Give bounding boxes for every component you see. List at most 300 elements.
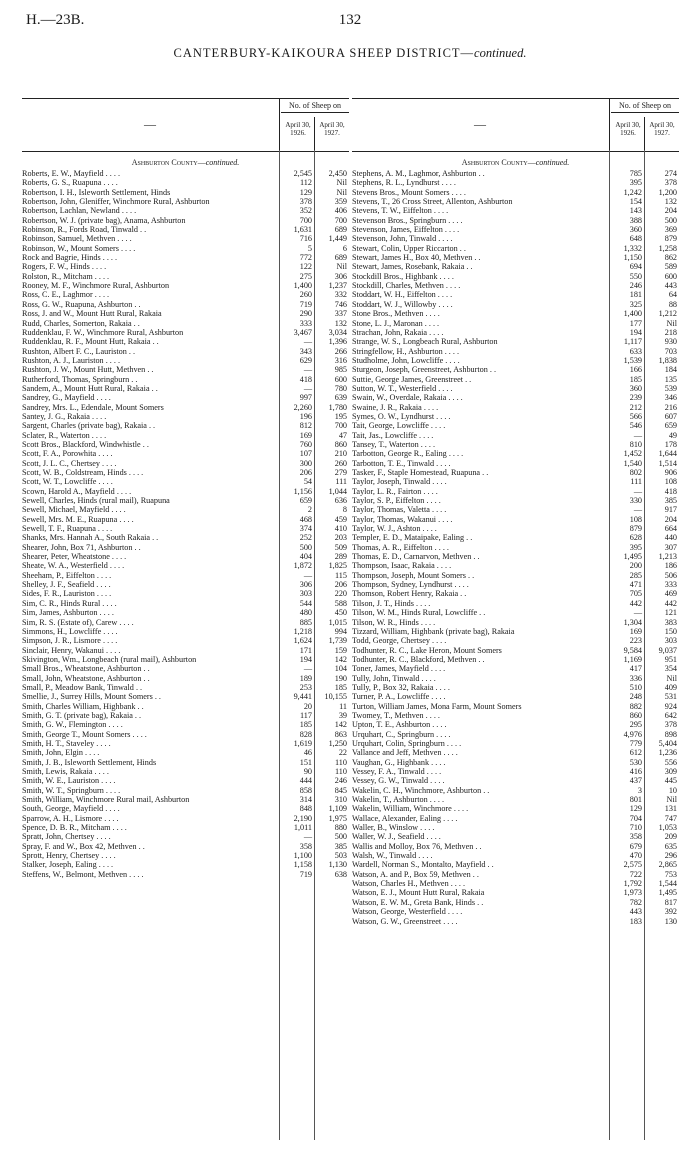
- sheep-1926: 252: [299, 533, 312, 543]
- owner-name: Tilson, W. R., Hinds . . . .: [352, 617, 436, 627]
- owner-name: Ross, J. and W., Mount Hutt Rural, Rakaia: [22, 309, 162, 319]
- owner-name: Smith, G. T. (private bag), Rakaia . .: [22, 710, 142, 720]
- table-row: [22, 655, 349, 664]
- table-row: [22, 178, 349, 187]
- table-row: [352, 431, 679, 440]
- owner-name: Roberts, G. S., Ruapuna . . . .: [22, 178, 118, 188]
- sheep-1927: 310: [334, 795, 347, 805]
- owner-name: Smith, George T., Mount Somers . . . .: [22, 729, 147, 739]
- sheep-1927: 906: [664, 468, 677, 477]
- table-row: [352, 356, 679, 365]
- sheep-1927: 184: [664, 365, 677, 375]
- sheep-1926: 418: [299, 374, 312, 384]
- owner-name: Sparrow, A. H., Lismore . . . .: [22, 813, 119, 823]
- owner-name: Studholme, John, Lowcliffe . . . .: [352, 355, 460, 365]
- sheep-1926: 848: [299, 804, 312, 814]
- sheep-1926: 404: [299, 552, 312, 562]
- sheep-1927: 216: [664, 402, 677, 412]
- owner-name: Watson, George, Westerfield . . . .: [352, 907, 463, 917]
- table-row: [352, 347, 679, 356]
- owner-name: Tully, P., Box 32, Rakaia . . . .: [352, 682, 450, 692]
- sheep-1927: 689: [334, 225, 347, 235]
- table-row: [352, 720, 679, 729]
- table-row: [22, 561, 349, 570]
- sheep-1927: 994: [334, 626, 347, 636]
- owner-name: Sewell, Michael, Mayfield . . . .: [22, 505, 126, 515]
- sheep-1926: 416: [629, 767, 642, 776]
- table-row: [352, 393, 679, 402]
- sheep-1926: 181: [629, 290, 642, 300]
- table-row: [22, 309, 349, 318]
- owner-name: Tully, John, Tinwald . . . .: [352, 673, 436, 683]
- sheep-1926: 629: [299, 355, 312, 365]
- owner-name: Tait, George, Lowcliffe . . . .: [352, 421, 446, 431]
- sheep-1927: 1,130: [328, 860, 347, 870]
- table-row: [352, 384, 679, 393]
- sheep-1926: 1,011: [293, 823, 312, 833]
- sheep-1927: 178: [664, 439, 677, 449]
- sheep-1926: 1,150: [623, 253, 642, 263]
- owner-name: Rutherford, Thomas, Springburn . .: [22, 374, 138, 384]
- sheep-1926: 802: [629, 468, 642, 477]
- sheep-1926: 679: [629, 841, 642, 851]
- sheep-1926: 2,575: [623, 860, 642, 870]
- sheep-1926: 550: [629, 271, 642, 281]
- sheep-1926: 530: [629, 757, 642, 767]
- sheep-1926: 716: [299, 234, 312, 244]
- owner-name: Thomson, Robert Henry, Rakaia . .: [352, 589, 467, 599]
- sheep-1926: 177: [629, 318, 642, 328]
- table-row: [22, 860, 349, 869]
- table-row: [352, 477, 679, 486]
- sheep-1926: 253: [299, 682, 312, 692]
- sheep-1927: 862: [664, 253, 677, 263]
- owner-name: Taylor, Thomas, Wakanui . . . .: [352, 514, 453, 524]
- sheep-1927: 500: [334, 832, 347, 842]
- owner-name: Ruddenklau, R. F., Mount Hutt, Rakaia . .: [22, 337, 159, 347]
- sheep-1926: 1,539: [623, 355, 642, 365]
- sheep-1927: 10: [668, 785, 677, 795]
- owner-name: Ross, C. E., Laghmor . . . .: [22, 290, 110, 300]
- sheep-1927: 879: [664, 234, 677, 244]
- table-row: [352, 403, 679, 412]
- sheep-1926: 2,260: [293, 402, 312, 412]
- table-row: [22, 702, 349, 711]
- sheep-1927: 49: [668, 430, 677, 440]
- owner-name: Urquhart, C., Springburn . . . .: [352, 729, 451, 739]
- sheep-1927: 985: [334, 365, 347, 375]
- sheep-1926: 360: [629, 225, 642, 235]
- table-row: [22, 356, 349, 365]
- owner-name: Stevenson, James, Eiffelton . . . .: [352, 225, 460, 235]
- sheep-1926: 705: [629, 589, 642, 599]
- sheep-1926: 719: [299, 869, 312, 879]
- sheep-1927: Nil: [336, 262, 347, 272]
- owner-name: Sturgeon, Joseph, Greenstreet, Ashburton . .: [352, 365, 497, 375]
- owner-name: Walsh, W., Tinwald . . . .: [352, 851, 433, 861]
- sheep-1926: 612: [629, 748, 642, 758]
- table-row: [352, 216, 679, 225]
- year-1927-heading: April 30, 1927.: [319, 121, 345, 137]
- sheep-1927: 506: [664, 570, 677, 580]
- sheep-1926: 1,332: [623, 243, 642, 253]
- sheep-1927: 47: [338, 430, 347, 440]
- sheep-1926: —: [633, 608, 642, 618]
- table-row: [352, 711, 679, 720]
- table-row: [22, 851, 349, 860]
- sheep-1926: —: [303, 383, 312, 393]
- owner-name: Rushton, A. J., Lauriston . . . .: [22, 355, 121, 365]
- owner-name: Robinson, W., Mount Somers . . . .: [22, 243, 136, 253]
- owner-name: Wallace, Alexander, Ealing . . . .: [352, 813, 458, 823]
- sheep-1927: 1,396: [328, 337, 347, 347]
- table-row: [22, 711, 349, 720]
- owner-name: Sheate, W. A., Westerfield . . . .: [22, 561, 125, 571]
- owner-name: Sides, F. R., Lauriston . . . .: [22, 589, 112, 599]
- table-row: [22, 664, 349, 673]
- owner-name: Stephens, A. M., Laghmor, Ashburton . .: [352, 169, 485, 178]
- owner-name: Strange, W. S., Longbeach Rural, Ashburton: [352, 337, 498, 347]
- page-title: [0, 46, 700, 61]
- sheep-1927: 10,155: [324, 692, 347, 702]
- owner-name: Turner, P. A., Lowcliffe . . . .: [352, 692, 446, 702]
- owner-name: Watson, Charles H., Methven . . . .: [352, 879, 466, 889]
- owner-name: Sandem, A., Mount Hutt Rural, Rakaia . .: [22, 383, 158, 393]
- owner-name: Rushton, J. W., Mount Hutt, Methven . .: [22, 365, 154, 375]
- table-row: [22, 533, 349, 542]
- owner-name: Stevens, T., 26 Cross Street, Allenton, Ashburton: [352, 197, 513, 207]
- sheep-1927: 539: [664, 383, 677, 393]
- owner-name: Thompson, Isaac, Rakaia . . . .: [352, 561, 452, 571]
- sheep-1927: 1,449: [328, 234, 347, 244]
- sheep-1926: 1,872: [293, 561, 312, 571]
- sheep-1927: 135: [664, 374, 677, 384]
- table-row: [22, 776, 349, 785]
- sheep-1927: 354: [664, 664, 677, 674]
- page-header: [26, 12, 674, 32]
- sheep-1927: 132: [334, 318, 347, 328]
- sheep-1927: 1,644: [658, 449, 677, 459]
- table-row: [352, 188, 679, 197]
- table-row: [22, 253, 349, 262]
- table-row: [352, 253, 679, 262]
- table-row: [352, 870, 679, 879]
- sheep-1926: 1,117: [623, 337, 642, 347]
- sheep-1926: 633: [629, 346, 642, 356]
- sheep-1927: 1,975: [328, 813, 347, 823]
- sheep-1926: 122: [299, 262, 312, 272]
- table-row: [352, 795, 679, 804]
- sheep-1926: 628: [629, 533, 642, 543]
- table-row: [352, 272, 679, 281]
- table-row: [352, 664, 679, 673]
- sheep-1926: 206: [299, 468, 312, 477]
- table-row: [22, 692, 349, 701]
- sheep-1927: 39: [338, 710, 347, 720]
- table-row: [352, 580, 679, 589]
- table-row: [22, 225, 349, 234]
- sheep-1926: 275: [299, 271, 312, 281]
- sheep-1927: 279: [334, 468, 347, 477]
- owner-name: Stevenson Bros., Springburn . . . .: [352, 215, 463, 225]
- sheep-1927: 203: [334, 533, 347, 543]
- table-row: [22, 515, 349, 524]
- sheep-1927: 333: [664, 580, 677, 590]
- table-row: [352, 309, 679, 318]
- sheep-1927: 309: [664, 767, 677, 776]
- sheep-1926: 1,218: [293, 626, 312, 636]
- table-row: [352, 524, 679, 533]
- sheep-1927: 659: [664, 421, 677, 431]
- sheep-1927: 700: [334, 421, 347, 431]
- sheep-1926: 1,973: [623, 888, 642, 898]
- sheep-1926: 395: [629, 178, 642, 188]
- sheep-1927: 266: [334, 346, 347, 356]
- table-row: [352, 169, 679, 178]
- owner-name: Scott, W. T., Lowcliffe . . . .: [22, 477, 113, 487]
- owner-name: Smith, W. T., Springburn . . . .: [22, 785, 121, 795]
- sheep-1926: 1,304: [623, 617, 642, 627]
- sheep-1926: 500: [299, 542, 312, 552]
- owner-name: Taylor, L. R., Fairton . . . .: [352, 486, 438, 496]
- owner-name: Shearer, John, Box 71, Ashburton . .: [22, 542, 141, 552]
- owner-name: Wakelin, C. H., Winchmore, Ashburton . .: [352, 785, 490, 795]
- sheep-1926: 189: [299, 673, 312, 683]
- sheep-1927: 346: [664, 393, 677, 403]
- sheep-1927: 274: [664, 169, 677, 178]
- table-row: [352, 468, 679, 477]
- sheep-1926: 566: [629, 411, 642, 421]
- owner-name: Scott, W. B., Coldstream, Hinds . . . .: [22, 468, 144, 477]
- sheep-1926: 480: [299, 608, 312, 618]
- owner-name: Toner, James, Mayfield . . . .: [352, 664, 446, 674]
- table-row: [352, 692, 679, 701]
- table-row: [22, 244, 349, 253]
- sheep-1926: 1,169: [623, 654, 642, 664]
- section-heading: Ashburton County—continued.: [461, 158, 570, 167]
- left-column-body: [22, 158, 349, 879]
- table-row: [352, 730, 679, 739]
- owner-name: Tilson, J. T., Hinds . . . .: [352, 598, 431, 608]
- owner-name: Scott, F. A., Porowhita . . . .: [22, 449, 113, 459]
- sheep-1926: 20: [303, 701, 312, 711]
- table-row: [352, 655, 679, 664]
- table-row: [352, 178, 679, 187]
- sheep-1926: —: [303, 365, 312, 375]
- sheep-1927: 409: [664, 682, 677, 692]
- sheep-1927: 185: [334, 682, 347, 692]
- sheep-1926: 1,452: [623, 449, 642, 459]
- sheep-1927: 1,258: [658, 243, 677, 253]
- sheep-1926: 151: [299, 757, 312, 767]
- owner-name: Waller, W. J., Seafield . . . .: [352, 832, 441, 842]
- owner-name: Rock and Bagrie, Hinds . . . .: [22, 253, 118, 263]
- sheep-1927: 5,404: [658, 738, 677, 748]
- owner-name: Taylor, W. J., Ashton . . . .: [352, 524, 437, 534]
- table-row: [352, 739, 679, 748]
- owner-name: Tizzard, William, Highbank (private bag), Rakaia: [352, 626, 515, 636]
- sheep-1927: 817: [664, 897, 677, 907]
- sheep-1926: 46: [303, 748, 312, 758]
- sheep-1927: 639: [334, 393, 347, 403]
- table-row: [352, 225, 679, 234]
- sheep-1926: 659: [299, 496, 312, 506]
- owner-name: Stewart, James, Rosebank, Rakaia . .: [352, 262, 473, 272]
- table-row: [352, 262, 679, 271]
- sheep-1926: 212: [629, 402, 642, 412]
- sheep-1927: 142: [334, 720, 347, 730]
- table-row: [352, 375, 679, 384]
- table-row: [352, 440, 679, 449]
- sheep-1926: —: [303, 832, 312, 842]
- sheep-1926: —: [303, 570, 312, 580]
- sheep-1926: 325: [629, 299, 642, 309]
- table-row: [352, 879, 679, 888]
- sheep-1926: 248: [629, 692, 642, 702]
- table-row: [352, 608, 679, 617]
- sheep-1927: 2,450: [328, 169, 347, 178]
- owner-name: Tarbotton, T. E., Tinwald . . . .: [352, 458, 451, 468]
- sheep-1926: 810: [629, 439, 642, 449]
- table-row: [352, 515, 679, 524]
- owner-name: Smith, J. B., Isleworth Settlement, Hinds: [22, 757, 157, 767]
- table-row: [22, 234, 349, 243]
- table-row: [22, 842, 349, 851]
- table-row: [22, 188, 349, 197]
- sheep-1927: 104: [334, 664, 347, 674]
- owner-name: Sargent, Charles (private bag), Rakaia . .: [22, 421, 156, 431]
- owner-name: Vaughan, G., Highbank . . . .: [352, 757, 446, 767]
- sheep-1926: 471: [629, 580, 642, 590]
- owner-name: Simpson, J. R., Lismore . . . .: [22, 636, 118, 646]
- owner-name: Santey, J. G., Rakaia . . . .: [22, 411, 107, 421]
- sheep-1927: 689: [334, 253, 347, 263]
- sheep-1926: 719: [299, 299, 312, 309]
- sheep-1927: 1,053: [658, 823, 677, 833]
- sheep-1926: 704: [629, 813, 642, 823]
- owner-name: Taylor, S. P., Eiffelton . . . .: [352, 496, 441, 506]
- sheep-1927: 410: [334, 524, 347, 534]
- sheep-1927: 385: [664, 496, 677, 506]
- owner-name: Upton, T. E., Ashburton . . . .: [352, 720, 447, 730]
- section-heading: Ashburton County—continued.: [131, 158, 240, 167]
- sheep-1926: 194: [299, 654, 312, 664]
- sheep-1926: 246: [629, 281, 642, 291]
- sheep-1926: 336: [629, 673, 642, 683]
- table-row: [352, 244, 679, 253]
- owner-name: Stalker, Joseph, Ealing . . . .: [22, 860, 114, 870]
- owner-name: Smellie, J., Surrey Hills, Mount Somers . .: [22, 692, 161, 702]
- table-row: [352, 337, 679, 346]
- sheep-1926: 306: [299, 580, 312, 590]
- owner-name: Tansey, T., Waterton . . . .: [352, 439, 436, 449]
- table-row: [352, 618, 679, 627]
- sheep-1927: 588: [334, 598, 347, 608]
- owner-name: Robertson, John, Gleniffer, Winchmore Rural, Ashburton: [22, 197, 210, 207]
- owner-name: Smith, Lewis, Rakaia . . . .: [22, 767, 109, 776]
- owner-name: Stringfellow, H., Ashburton . . . .: [352, 346, 460, 356]
- owner-name: Stevenson, John, Tinwald . . . .: [352, 234, 453, 244]
- sheep-count-heading: No. of Sheep on: [281, 101, 349, 113]
- sheep-1927: 6: [342, 243, 347, 253]
- sheep-1926: 2,190: [293, 813, 312, 823]
- sheep-1926: 443: [629, 907, 642, 917]
- sheep-1926: 858: [299, 785, 312, 795]
- sheep-1927: 1,212: [658, 309, 677, 319]
- sheep-1927: 1,236: [658, 748, 677, 758]
- table-row: [22, 384, 349, 393]
- owner-name: Stevens, T. W., Eiffelton . . . .: [352, 206, 449, 216]
- sheep-1926: —: [633, 430, 642, 440]
- table-row: [22, 683, 349, 692]
- sheep-1927: 1,544: [658, 879, 677, 889]
- sheep-1927: 780: [334, 383, 347, 393]
- owner-name: Small, John, Wheatstone, Ashburton . .: [22, 673, 150, 683]
- sheep-1927: 1,213: [658, 552, 677, 562]
- table-row: [352, 281, 679, 290]
- sheep-1926: 111: [630, 477, 642, 487]
- sheep-1927: 746: [334, 299, 347, 309]
- sheep-1927: 150: [664, 626, 677, 636]
- sheep-1926: 360: [629, 383, 642, 393]
- title-continued: continued.: [474, 46, 527, 60]
- sheep-1927: 1,015: [328, 617, 347, 627]
- sheep-1926: 801: [629, 795, 642, 805]
- sheep-1926: 1,631: [293, 225, 312, 235]
- sheep-1927: 440: [664, 533, 677, 543]
- sheep-1927: 1,250: [328, 738, 347, 748]
- table-row: [22, 300, 349, 309]
- sheep-1927: 1,200: [658, 187, 677, 197]
- sheep-1926: 2: [307, 505, 312, 515]
- year-1926-heading: April 30, 1926.: [285, 121, 311, 137]
- table-row: [22, 580, 349, 589]
- owner-name: Robertson, W. J. (private bag), Anama, Ashburton: [22, 215, 186, 225]
- sheep-1927: 930: [664, 337, 677, 347]
- sheep-1927: 863: [334, 729, 347, 739]
- sheep-1926: 779: [629, 738, 642, 748]
- owner-name: Sinclair, Henry, Wakanui . . . .: [22, 645, 121, 655]
- sheep-1927: 378: [664, 178, 677, 188]
- table-row: [352, 832, 679, 841]
- sheep-1926: 166: [629, 365, 642, 375]
- sheep-1927: 1,109: [328, 804, 347, 814]
- sheep-1926: 1,400: [623, 309, 642, 319]
- sheep-1926: 129: [629, 804, 642, 814]
- sheep-1927: Nil: [666, 318, 677, 328]
- owner-name: Roberts, E. W., Mayfield . . . .: [22, 169, 121, 178]
- sheep-1926: 700: [299, 215, 312, 225]
- sheep-1926: 1,624: [293, 636, 312, 646]
- owner-name: Tait, Jas., Lowcliffe . . . .: [352, 430, 434, 440]
- sheep-1927: 303: [664, 636, 677, 646]
- sheep-1926: 239: [629, 393, 642, 403]
- owner-name: Watson, A. and P., Box 59, Methven . .: [352, 869, 479, 879]
- sheep-1926: 782: [629, 897, 642, 907]
- sheep-1927: 206: [334, 580, 347, 590]
- table-row: [22, 197, 349, 206]
- table-row: [22, 524, 349, 533]
- sheep-1927: 8: [342, 505, 347, 515]
- table-row: [22, 608, 349, 617]
- sheep-1926: 196: [299, 411, 312, 421]
- owner-name: Taylor, Thomas, Valetta . . . .: [352, 505, 447, 515]
- owner-name: Urquhart, Colin, Springburn . . . .: [352, 738, 462, 748]
- owner-name: Sim, R. S. (Estate of), Carew . . . .: [22, 617, 134, 627]
- sheep-1927: 142: [334, 654, 347, 664]
- sheep-1926: 812: [299, 421, 312, 431]
- table-row: [22, 347, 349, 356]
